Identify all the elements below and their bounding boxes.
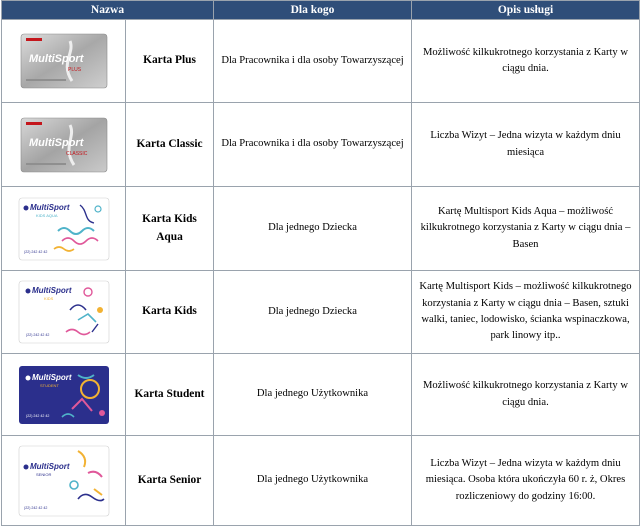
svg-text:STUDENT: STUDENT [39,382,59,388]
svg-text:(22) 242 42 42: (22) 242 42 42 [25,413,49,418]
card-name: Karta Senior [126,436,214,526]
card-description: Liczba Wizyt – Jedna wizyta w każdym dniu miesiąca. Osoba która ukończyła 60 r. ż, Okres rozliczeniowy do godziny 16:00. [412,436,640,526]
multisport-plus-card-image [20,33,108,89]
svg-text:PLUS: PLUS [67,67,81,73]
card-name: Karta Student [126,354,214,436]
card-image-cell [2,20,126,103]
multisport-student-card-image [18,365,110,425]
svg-text:(22) 242 42 42: (22) 242 42 42 [25,333,49,337]
svg-text:(22) 242 42 42: (22) 242 42 42 [23,249,47,254]
svg-text:MultiSport: MultiSport [31,372,72,382]
card-image-cell [2,271,126,354]
table-row [2,271,640,354]
svg-text:MultiSport: MultiSport [31,286,72,295]
card-name: Karta Kids Aqua [126,187,214,271]
card-description: Kartę Multisport Kids Aqua – możliwość kilkukrotnego korzystania z Karty w ciągu dnia – Basen [412,187,640,271]
svg-text:SENIOR: SENIOR [35,471,51,477]
card-image-cell [2,103,126,187]
header-dla-kogo: Dla kogo [214,1,412,20]
multisport-cards-table [1,0,640,526]
svg-text:KIDS: KIDS [43,296,53,301]
card-for-whom: Dla jednego Użytkownika [214,354,412,436]
svg-text:KIDS AQUA: KIDS AQUA [35,212,58,218]
svg-text:MultiSport: MultiSport [28,53,83,65]
card-description: Możliwość kilkukrotnego korzystania z Karty w ciągu dnia. [412,20,640,103]
svg-text:MultiSport: MultiSport [29,202,70,212]
multisport-kids-card-image [18,280,110,344]
table-header-row [2,1,640,20]
card-for-whom: Dla Pracownika i dla osoby Towarzyszącej [214,20,412,103]
card-description: Kartę Multisport Kids – możliwość kilkukrotnego korzystania z Karty w ciągu dnia – Basen, sztuki walki, taniec, lodowisko, ścianka wspinaczkowa, park linowy itp.. [412,271,640,354]
card-image-cell [2,436,126,526]
svg-text:MultiSport: MultiSport [29,461,70,471]
multisport-classic-card-image [20,117,108,173]
header-nazwa: Nazwa [2,1,214,20]
table-row [2,187,640,271]
multisport-kids-aqua-card-image [18,197,110,261]
table-row [2,354,640,436]
multisport-senior-card-image [18,445,110,517]
card-for-whom: Dla Pracownika i dla osoby Towarzyszącej [214,103,412,187]
header-opis-uslugi: Opis usługi [412,1,640,20]
svg-text:CLASSIC: CLASSIC [65,150,87,157]
card-image-cell [2,187,126,271]
card-for-whom: Dla jednego Dziecka [214,187,412,271]
card-image-cell [2,354,126,436]
card-name: Karta Kids [126,271,214,354]
card-description: Możliwość kilkukrotnego korzystania z Karty w ciągu dnia. [412,354,640,436]
table-row [2,103,640,187]
card-description: Liczba Wizyt – Jedna wizyta w każdym dniu miesiąca [412,103,640,187]
svg-text:(22) 242 42 42: (22) 242 42 42 [23,505,47,510]
card-for-whom: Dla jednego Użytkownika [214,436,412,526]
svg-text:MultiSport: MultiSport [28,136,83,149]
table-row [2,436,640,526]
card-for-whom: Dla jednego Dziecka [214,271,412,354]
card-name: Karta Plus [126,20,214,103]
card-name: Karta Classic [126,103,214,187]
table-row [2,20,640,103]
